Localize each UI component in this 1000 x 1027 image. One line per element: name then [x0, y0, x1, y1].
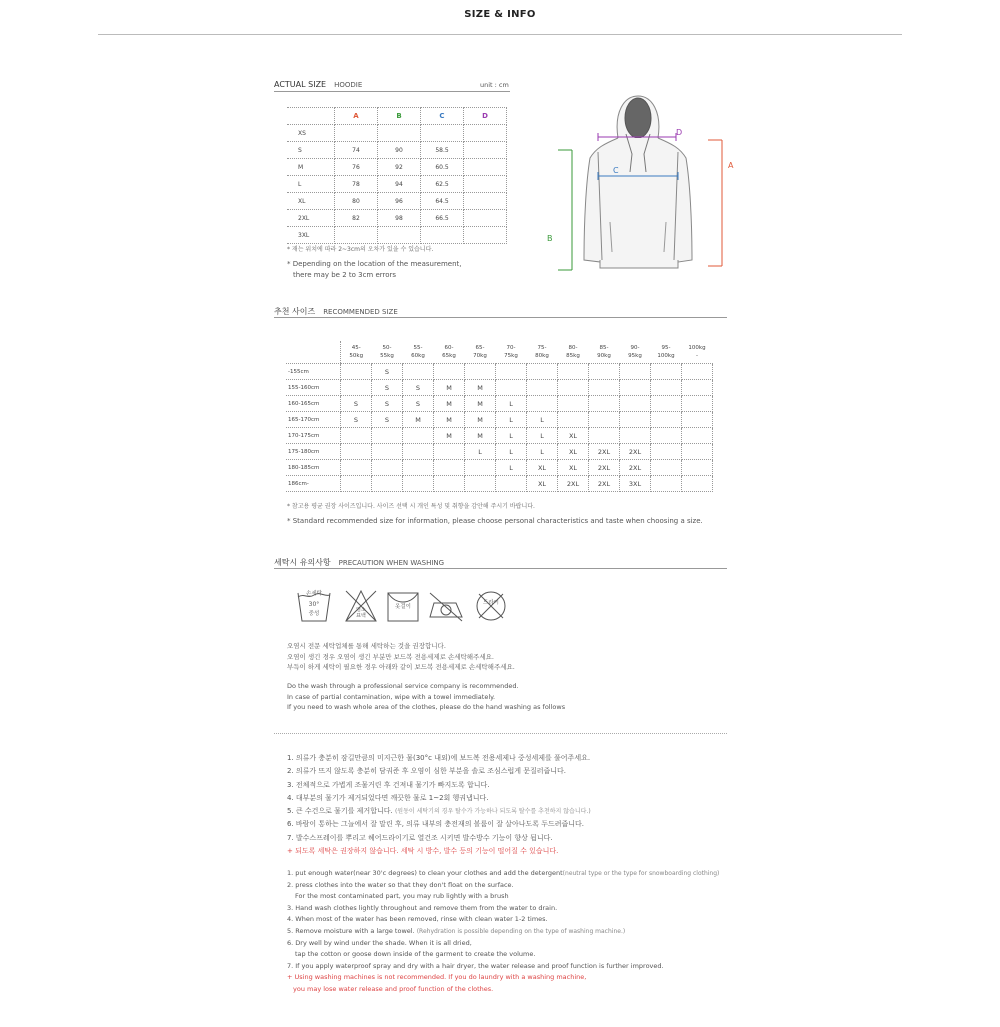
recommended-size-cell [620, 396, 651, 412]
recommended-size-cell: S [341, 412, 372, 428]
size-label: XL [287, 193, 335, 210]
weight-header [434, 341, 465, 364]
step-ko: 3. 전체적으로 가볍게 조물거린 후 건져내 물기가 빠지도록 합니다. [287, 780, 490, 789]
steps-divider [274, 733, 727, 734]
washing-heading [274, 557, 444, 568]
weight-header [682, 341, 713, 364]
recommended-size-cell [620, 428, 651, 444]
washing-intro-en [287, 681, 565, 713]
product-type: HOODIE [334, 81, 363, 89]
weight-header-line: 55kg [380, 353, 394, 359]
washing-steps-en [287, 868, 719, 996]
recommended-size-cell: 2XL [589, 476, 620, 492]
size-cell [378, 125, 421, 142]
header-divider [98, 34, 902, 35]
actual-size-title: ACTUAL SIZE [274, 80, 327, 89]
washing-title-ko: 세탁시 유의사항 [274, 558, 331, 567]
recommended-size-cell: M [465, 412, 496, 428]
warning-ko: + 되도록 세탁은 권장하지 않습니다. 세탁 시 방수, 발수 등의 기능이 떨어질 수 있습니다. [287, 847, 559, 856]
size-cell: 62.5 [421, 176, 464, 193]
recommended-size-cell [558, 412, 589, 428]
recommended-divider [274, 317, 727, 318]
step-ko-5-note: (원동이 세탁기의 경우 탈수가 가능하나 되도록 탈수를 추천하지 않습니다.) [394, 808, 591, 816]
height-label: 160-165cm [286, 396, 341, 412]
step-en: 4. When most of the water has been removed, rinse with clean water 1-2 times. [287, 915, 548, 924]
step-en-1-note: (neutral type or the type for snowboarding clothing) [562, 870, 720, 877]
hand-wash-line-3: 중성 [308, 611, 320, 617]
weight-header-line: - [696, 353, 698, 359]
measure-a [708, 140, 722, 266]
no-bleach-line-1: 염소 [356, 607, 366, 613]
actual-size-heading [274, 80, 362, 89]
step-en-5-text: 5. Remove moisture with a large towel. [287, 926, 415, 935]
weight-header [403, 341, 434, 364]
height-label: 175-180cm [286, 444, 341, 460]
size-cell [464, 193, 507, 210]
height-label: 170-175cm [286, 428, 341, 444]
recommended-size-cell: 2XL [558, 476, 589, 492]
recommended-size-cell: M [434, 428, 465, 444]
recommended-size-cell [341, 444, 372, 460]
recommended-size-cell [403, 460, 434, 476]
size-row [287, 159, 507, 176]
intro-ko-line: 오염시 전문 세탁업체를 통해 세탁하는 것을 권장합니다. [287, 642, 446, 650]
recommended-size-cell [341, 380, 372, 396]
size-label: XS [287, 125, 335, 142]
measurement-note-en-1: * Depending on the location of the measurement, [287, 260, 462, 268]
weight-header [372, 341, 403, 364]
size-cell [464, 176, 507, 193]
weight-header-row [286, 341, 713, 364]
recommended-size-cell: S [403, 380, 434, 396]
recommended-size-cell: XL [558, 428, 589, 444]
recommended-size-cell [558, 380, 589, 396]
weight-header-line: 80kg [535, 353, 549, 359]
recommended-size-cell: XL [558, 460, 589, 476]
recommended-size-cell: S [372, 412, 403, 428]
recommended-size-cell [496, 380, 527, 396]
recommended-heading [274, 306, 398, 317]
weight-header-line: 95- [661, 345, 671, 351]
hoodie-diagram [540, 92, 750, 277]
no-bleach-line-2: 표백 [356, 613, 366, 619]
recommended-size-cell: M [465, 380, 496, 396]
recommended-size-cell [341, 428, 372, 444]
col-a-header: A [335, 108, 378, 125]
recommended-size-cell: L [465, 444, 496, 460]
size-row [287, 210, 507, 227]
recommended-size-cell [620, 380, 651, 396]
recommended-size-cell [341, 364, 372, 380]
recommended-size-cell [589, 364, 620, 380]
recommended-size-cell: S [403, 396, 434, 412]
weight-header [589, 341, 620, 364]
recommended-size-cell [341, 460, 372, 476]
recommended-size-cell: 2XL [620, 460, 651, 476]
size-row [287, 193, 507, 210]
recommended-size-cell: M [465, 396, 496, 412]
intro-en-line: Do the wash through a professional service company is recommended. [287, 682, 519, 690]
recommended-size-cell: M [434, 412, 465, 428]
recommended-size-cell: L [496, 428, 527, 444]
warning-en-2: you may lose water release and proof function of the clothes. [293, 984, 494, 993]
recommended-size-cell: M [465, 428, 496, 444]
recommended-size-cell: XL [558, 444, 589, 460]
measure-b [558, 150, 572, 270]
intro-ko-line: 오염이 생긴 경우 오염이 생긴 부분만 보드복 전용세제로 손세탁해주세요. [287, 652, 494, 661]
step-ko: 4. 대부분의 물기가 제거되었다면 깨끗한 물로 1~2회 헹궈냅니다. [287, 793, 489, 802]
weight-header-line: 50- [382, 345, 392, 351]
recommended-title-ko: 추천 사이즈 [274, 307, 316, 316]
page-title: SIZE & INFO [464, 9, 536, 20]
size-cell: 96 [378, 193, 421, 210]
size-cell [464, 210, 507, 227]
recommended-size-cell: L [496, 460, 527, 476]
weight-header-line: 95kg [628, 353, 642, 359]
col-d-header: D [464, 108, 507, 125]
recommended-size-cell: M [434, 396, 465, 412]
recommended-size-table [286, 341, 713, 492]
recommended-size-cell [434, 444, 465, 460]
recommended-title-en: RECOMMENDED SIZE [323, 308, 398, 316]
actual-size-table [287, 107, 507, 244]
recommended-size-cell [496, 476, 527, 492]
height-row [286, 476, 713, 492]
recommended-size-cell [589, 412, 620, 428]
label-c: C [613, 166, 619, 175]
recommended-size-cell: L [496, 396, 527, 412]
no-tumble-dry-icon [430, 593, 462, 621]
recommended-size-cell: S [372, 396, 403, 412]
unit-label: unit : cm [480, 81, 509, 89]
weight-header-line: 55- [413, 345, 423, 351]
recommended-size-cell [465, 364, 496, 380]
height-row [286, 380, 713, 396]
size-cell: 64.5 [421, 193, 464, 210]
hanger-dry-label: 옷걸이 [395, 604, 411, 610]
recommended-size-cell [434, 460, 465, 476]
recommended-size-cell: S [341, 396, 372, 412]
recommended-size-cell: XL [527, 476, 558, 492]
size-cell: 92 [378, 159, 421, 176]
height-label: 165-170cm [286, 412, 341, 428]
size-cell [335, 227, 378, 244]
height-row [286, 460, 713, 476]
col-c-header: C [421, 108, 464, 125]
height-row [286, 444, 713, 460]
size-row [287, 142, 507, 159]
washing-intro-ko [287, 641, 515, 673]
step-en-1-text: 1. put enough water(near 30'c degrees) to clean your clothes and add the detergent [287, 869, 563, 877]
weight-header-line: 70kg [473, 353, 487, 359]
recommended-size-cell: 2XL [589, 460, 620, 476]
height-label: 180-185cm [286, 460, 341, 476]
step-ko-5-text: 5. 큰 수건으로 물기를 제거합니다. [287, 807, 393, 816]
size-cell: 94 [378, 176, 421, 193]
measurement-note-ko: * 재는 위치에 따라 2~3cm의 오차가 있을 수 있습니다. [287, 246, 434, 253]
step-en: 2. press clothes into the water so that they don't float on the surface. [287, 880, 514, 889]
weight-header [465, 341, 496, 364]
step-ko: 6. 바람이 통하는 그늘에서 잘 말린 후, 의류 내부의 충전재의 볼륨이 잘 살아나도록 두드려줍니다. [287, 820, 585, 829]
weight-header-line: 50kg [349, 353, 364, 359]
height-label: 186cm- [286, 476, 341, 492]
height-row [286, 396, 713, 412]
size-cell: 78 [335, 176, 378, 193]
size-cell [464, 125, 507, 142]
rec-header-corner [286, 341, 341, 364]
recommended-size-cell: 2XL [589, 444, 620, 460]
size-cell: 58.5 [421, 142, 464, 159]
size-cell: 82 [335, 210, 378, 227]
weight-header-line: 75- [537, 345, 547, 351]
step-en-1 [287, 868, 719, 880]
weight-header [651, 341, 682, 364]
size-header-corner [287, 108, 335, 125]
label-d: D [676, 128, 683, 137]
actual-size-divider [274, 91, 510, 92]
step-en: 6. Dry well by wind under the shade. When it is all dried, [287, 938, 472, 947]
recommended-size-cell [682, 428, 713, 444]
recommended-size-cell [651, 428, 682, 444]
recommended-size-cell: 2XL [620, 444, 651, 460]
recommended-size-cell [434, 476, 465, 492]
care-icons [296, 587, 516, 625]
recommended-size-cell [403, 364, 434, 380]
recommended-size-cell [434, 364, 465, 380]
height-label: -155cm [286, 364, 341, 380]
recommended-size-cell [465, 460, 496, 476]
step-ko-5 [287, 805, 591, 818]
recommended-size-cell [558, 364, 589, 380]
size-label: M [287, 159, 335, 176]
step-en-5-note: (Rehydration is possible depending on the type of washing machine.) [416, 927, 626, 935]
recommended-size-cell [651, 476, 682, 492]
recommended-size-cell [527, 396, 558, 412]
weight-header [620, 341, 651, 364]
recommended-size-cell: 3XL [620, 476, 651, 492]
weight-header-line: 60- [444, 345, 454, 351]
weight-header-line: 65- [475, 345, 485, 351]
height-row [286, 428, 713, 444]
recommended-size-cell: L [496, 444, 527, 460]
recommended-size-cell [403, 428, 434, 444]
recommended-size-cell [682, 412, 713, 428]
recommended-size-cell [527, 364, 558, 380]
weight-header-line: 60kg [411, 353, 425, 359]
recommended-size-cell [620, 364, 651, 380]
size-cell [378, 227, 421, 244]
recommended-size-cell [403, 476, 434, 492]
size-row [287, 227, 507, 244]
recommended-size-cell: L [527, 412, 558, 428]
recommended-size-cell: L [527, 444, 558, 460]
recommended-size-cell [589, 428, 620, 444]
washing-title-en: PRECAUTION WHEN WASHING [338, 559, 445, 567]
weight-header-line: 70- [506, 345, 516, 351]
label-a: A [728, 161, 734, 170]
recommended-size-cell [682, 364, 713, 380]
recommended-size-cell: M [434, 380, 465, 396]
size-cell: 80 [335, 193, 378, 210]
step-en: 7. If you apply waterproof spray and dry with a hair dryer, the water release and proof function is further improved. [287, 961, 664, 970]
weight-header-line: 90kg [597, 353, 611, 359]
weight-header-line: 100kg [657, 353, 675, 359]
washing-steps-ko [287, 752, 591, 858]
size-cell [421, 227, 464, 244]
hand-wash-line-2: 30° [308, 601, 320, 608]
recommended-size-cell [341, 476, 372, 492]
no-dry-clean-icon [477, 592, 505, 620]
size-label: S [287, 142, 335, 159]
recommended-size-cell [682, 444, 713, 460]
recommended-size-cell [651, 460, 682, 476]
recommended-size-cell [403, 444, 434, 460]
size-label: 2XL [287, 210, 335, 227]
size-cell: 76 [335, 159, 378, 176]
weight-header [558, 341, 589, 364]
recommended-size-cell [496, 364, 527, 380]
recommended-size-cell [682, 396, 713, 412]
recommended-size-cell [651, 412, 682, 428]
weight-header [496, 341, 527, 364]
weight-header [341, 341, 372, 364]
step-en: For the most contaminated part, you may rub lightly with a brush [295, 892, 509, 901]
size-cell [335, 125, 378, 142]
recommended-note-ko: * 참고용 평균 권장 사이즈입니다. 사이즈 선택 시 개인 특성 및 취향을 감안해 주시기 바랍니다. [287, 503, 535, 510]
recommended-size-cell [372, 460, 403, 476]
size-cell [464, 142, 507, 159]
weight-header-line: 90- [630, 345, 640, 351]
intro-en-line: If you need to wash whole area of the clothes, please do the hand washing as follows [287, 703, 566, 712]
step-en: tap the cotton or goose down inside of the garment to create the volume. [295, 950, 536, 959]
step-ko: 1. 의류가 충분히 잠길만큼의 미지근한 물(30°c 내외)에 보드복 전용세제나 중성세제를 풀어주세요. [287, 754, 591, 762]
no-dry-clean-label: 드라이 [483, 600, 499, 606]
size-cell: 74 [335, 142, 378, 159]
recommended-size-cell [558, 396, 589, 412]
weight-header-line: 100kg [688, 345, 706, 351]
hoodie-icon [584, 96, 692, 268]
label-b: B [547, 234, 553, 243]
recommended-size-cell [682, 476, 713, 492]
height-row [286, 412, 713, 428]
recommended-size-cell [651, 444, 682, 460]
recommended-size-cell [651, 396, 682, 412]
recommended-size-cell [372, 444, 403, 460]
step-en: 3. Hand wash clothes lightly throughout and remove them from the water to drain. [287, 903, 558, 912]
size-cell [421, 125, 464, 142]
warning-en-1: + Using washing machines is not recommended. If you do laundry with a washing machine, [287, 973, 587, 982]
recommended-size-cell [620, 412, 651, 428]
height-label: 155-160cm [286, 380, 341, 396]
hand-wash-line-1: 손세탁 [306, 591, 322, 597]
recommended-size-cell: M [403, 412, 434, 428]
intro-ko-line: 부득이 하게 세탁이 필요한 경우 아래와 같이 보드복 전용세제로 손세탁해주세요. [287, 663, 515, 672]
step-ko: 2. 의류가 뜨지 않도록 충분히 담궈준 후 오염이 심한 부분을 솔로 조심스럽게 문질러줍니다. [287, 767, 567, 776]
recommended-note-en: * Standard recommended size for information, please choose personal characteristics and taste when choosing a size. [287, 517, 703, 525]
size-header-row [287, 108, 507, 125]
recommended-size-cell: S [372, 364, 403, 380]
size-cell [464, 227, 507, 244]
size-cell [464, 159, 507, 176]
weight-header-line: 85kg [566, 353, 580, 359]
size-cell: 60.5 [421, 159, 464, 176]
size-row [287, 125, 507, 142]
recommended-size-cell [372, 428, 403, 444]
recommended-size-cell [465, 476, 496, 492]
measurement-note-en-2: there may be 2 to 3cm errors [293, 271, 397, 279]
size-label: L [287, 176, 335, 193]
recommended-size-cell [372, 476, 403, 492]
col-b-header: B [378, 108, 421, 125]
height-row [286, 364, 713, 380]
size-row [287, 176, 507, 193]
weight-header-line: 75kg [504, 353, 518, 359]
recommended-size-cell: S [372, 380, 403, 396]
size-label: 3XL [287, 227, 335, 244]
intro-en-line: In case of partial contamination, wipe with a towel immediately. [287, 692, 496, 701]
recommended-size-cell: L [527, 428, 558, 444]
weight-header-line: 85- [599, 345, 609, 351]
recommended-size-cell [651, 380, 682, 396]
step-en-5 [287, 926, 719, 938]
step-ko: 7. 발수스프레이를 뿌리고 헤어드라이기로 열건조 시키면 발수방수 기능이 향상 됩니다. [287, 833, 553, 842]
recommended-size-cell [682, 460, 713, 476]
weight-header-line: 80- [568, 345, 578, 351]
weight-header-line: 45- [351, 345, 361, 351]
size-cell: 90 [378, 142, 421, 159]
weight-header [527, 341, 558, 364]
recommended-size-cell [527, 380, 558, 396]
recommended-size-cell [682, 380, 713, 396]
recommended-size-cell [589, 380, 620, 396]
recommended-size-cell [589, 396, 620, 412]
recommended-size-cell: L [496, 412, 527, 428]
size-cell: 98 [378, 210, 421, 227]
recommended-size-cell [651, 364, 682, 380]
recommended-size-cell: XL [527, 460, 558, 476]
weight-header-line: 65kg [442, 353, 456, 359]
size-cell: 66.5 [421, 210, 464, 227]
washing-divider [274, 568, 727, 569]
